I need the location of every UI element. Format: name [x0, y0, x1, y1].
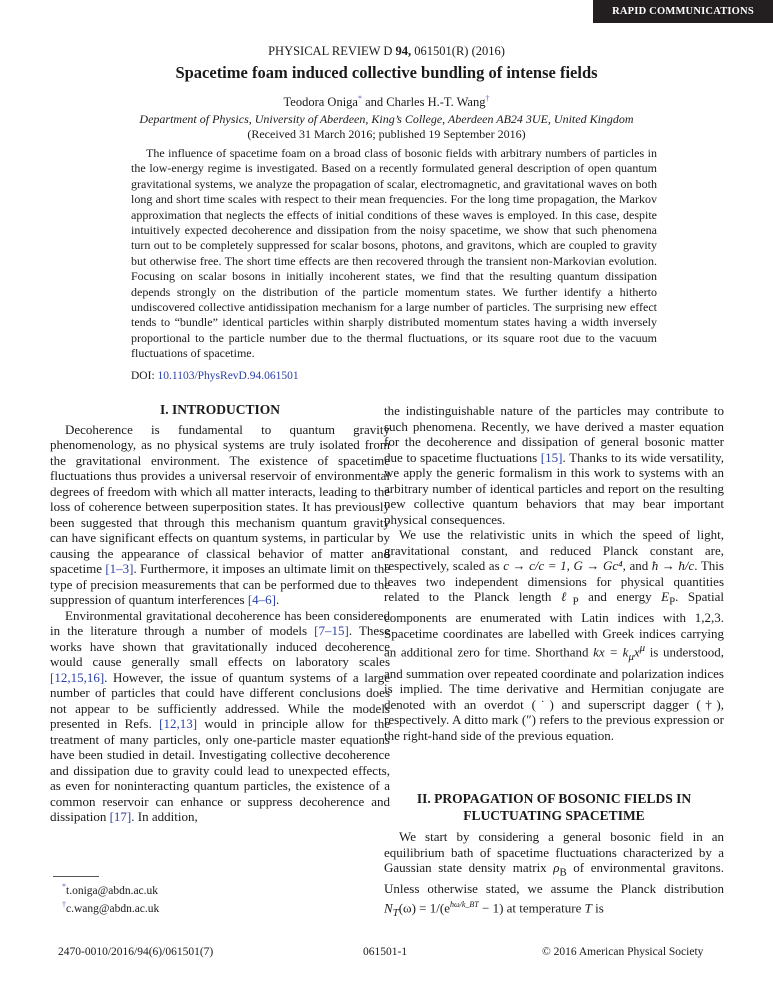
math-symbol: x: [633, 644, 640, 660]
footer-page-number: 061501-1: [363, 946, 408, 958]
math-subscript: μ: [628, 651, 634, 664]
footnote-mark: *: [62, 882, 66, 891]
math-subscript: P: [572, 595, 579, 608]
section-badge: RAPID COMMUNICATIONS: [593, 0, 773, 23]
text: .: [276, 592, 280, 607]
citation-link[interactable]: [12,15,16]: [50, 669, 105, 685]
footnote-mark: †: [62, 900, 66, 910]
math-superscript: μ: [639, 642, 646, 655]
left-column: [50, 402, 390, 825]
footnote-link[interactable]: *: [357, 94, 362, 103]
footnote-divider: [53, 876, 99, 877]
equation: kx = k: [593, 644, 629, 660]
right-column-section-2: [384, 829, 724, 921]
email-link[interactable]: c.wang@abdn.ac.uk: [66, 903, 160, 916]
text: . In addition,: [131, 809, 198, 824]
section-heading: [384, 790, 724, 824]
text: We use the relativistic units in which the speed of light, gravitational constant, and reduced Planck constant are, respectively, scaled as: [384, 527, 724, 573]
equation: − 1): [478, 899, 504, 915]
citation-link[interactable]: [4–6]: [247, 592, 277, 607]
citation-link[interactable]: [7–15]: [314, 623, 349, 638]
author-separator: and: [361, 95, 387, 110]
math-symbol: ρ: [553, 860, 560, 875]
text: would in principle allow for the treatment of many particles, only one-particle master equations have been studied in detail. Investigating collective decoherence and dissipation due to gravity could lead to unexpected effects, as even for noninteracting quantum particles, the existence of a common reservoir can enhance or suppress decoherence and dissipation: [50, 716, 390, 824]
text: Decoherence is fundamental to quantum gravity phenomenology, as no physical systems are truly isolated from the gravitational environment. The existence of spacetime fluctuations thus provides a universal reservoir of environmental degrees of freedom with which all matter interacts, leading to the loss of coherence between superposition states. It has previously been suggested that through this mechanism quantum gravity can have significant effects on quantum systems, in particular by causing the appearance of classical behavior of matter and spacetime: [50, 421, 390, 576]
text: . Furthermore, it imposes an ultimate limit on the type of precision measurements that can be performed due to the suppression of quantum interferences: [50, 561, 390, 607]
doi-label: DOI:: [131, 370, 155, 382]
text: at temperature: [503, 899, 585, 915]
citation-link[interactable]: [15]: [540, 449, 563, 465]
paragraph: [384, 527, 724, 743]
footnotes: [62, 880, 159, 917]
paragraph: [384, 403, 724, 527]
paper-title: Spacetime foam induced collective bundling of intense fields: [175, 63, 598, 82]
math-subscript: P: [669, 595, 676, 608]
heading-line: FLUCTUATING SPACETIME: [463, 808, 645, 823]
heading-line: II. PROPAGATION OF BOSONIC FIELDS IN: [416, 791, 692, 806]
citation-link[interactable]: [12,13]: [159, 716, 198, 731]
math-symbol: ℓ: [560, 589, 573, 604]
text: the indistinguishable nature of the particles may contribute to such phenomena. Recently, we have derived a master equation for the decoherence and dissipation of general bosonic matter due to spacetime fluctuations: [384, 403, 724, 465]
equation: G → Gc⁴,: [573, 558, 626, 573]
doi-link[interactable]: 10.1103/PhysRevD.94.061501: [157, 370, 299, 382]
journal-volume: 94,: [395, 44, 412, 58]
journal-name: PHYSICAL REVIEW D: [268, 44, 396, 58]
publication-dates: (Received 31 March 2016; published 19 September 2016): [247, 127, 526, 141]
author-name: Charles H.-T. Wang: [386, 95, 486, 110]
math-subscript: B: [559, 866, 567, 879]
text: is: [591, 899, 604, 915]
email-link[interactable]: t.oniga@abdn.ac.uk: [66, 884, 159, 897]
paragraph: [50, 422, 390, 608]
math-symbol: N: [384, 899, 393, 915]
journal-reference: [0, 44, 773, 59]
equation: c → c/c = 1,: [503, 558, 570, 573]
footer-issn: 2470-0010/2016/94(6)/061501(7): [58, 946, 214, 958]
footer-copyright: © 2016 American Physical Society: [542, 946, 704, 958]
footnote-item: [62, 880, 159, 898]
text: . Spatial components are enumerated with Latin indices with 1,2,3. Spacetime coordinates are labelled with Greek indices carrying an additional zero for time. Shorthand: [384, 589, 724, 660]
text: of environmental gravitons. Unless otherwise stated, we assume the Planck distribution: [384, 860, 724, 897]
equation: (ω) = 1/(e: [398, 899, 450, 915]
text: and energy: [578, 589, 662, 604]
citation-link[interactable]: [17]: [109, 809, 132, 824]
text: . These works have shown that gravitationally induced decoherence would cause generally small effects on laboratory scales: [50, 623, 390, 669]
right-column: [384, 403, 724, 743]
text: is understood, and summation over repeated coordinate and polarization indices is implied. The time derivative and Hermitian conjugate are denoted with an overdot (˙) and superscript dagger (†), respectively. A ditto mark (″) refers to the previous expression or the right-hand side of the previous equation.: [384, 644, 724, 743]
footnote-item: [62, 898, 159, 916]
author-name: Teodora Oniga: [283, 95, 358, 110]
paragraph: [384, 829, 724, 921]
author-list: [0, 94, 773, 110]
text: . Thanks to its wide versatility, we apply the generic formalism in this work to systems with an arbitrary number of identical particles and report on the resulting new collective quantum behaviors that may bear important physical consequences.: [384, 449, 725, 527]
paragraph: [50, 608, 390, 825]
footnote-link[interactable]: †: [485, 94, 490, 103]
journal-article-id: 061501(R) (2016): [411, 44, 505, 58]
math-superscript: ħω/k_BT: [449, 899, 479, 909]
abstract: The influence of spacetime foam on a broad class of bosonic fields with arbitrary numbers of particles in the low-energy regime is investigated. Based on a recently formulated general description of open quantum gravitational systems, we analyze the propagation of scalar, electromagnetic, and gravitational waves on both long and short time scales with respect to their mean frequencies. For the long time propagation, the Markov approximation that neglects the effects of initial conditions of these waves is employed. In this case, despite intuitively expected decoherence and dissipation from the noisy spacetime, we show that such phenomena turn out to be completely suppressed for scalar bosons, photons, and gravitons, which are coupled to gravity but otherwise free. The short time effects are then recovered through the transient non-Markovian evolution. Focusing on scalar bosons in initially incoherent states, we find that the resulting quantum dissipation depends strongly on the distribution of the particle momentum states. We further identify a hitherto undiscovered collective antidissipation mechanism for a large number of particles. The surprising new effect tends to “bundle” identical particles within sharply distributed momentum states having a width inversely proportional to the particle number due to the thermal fluctuations, or its square root due to the vacuum fluctuations of spacetime.: [131, 146, 657, 361]
text: We start by considering a general bosonic field in an equilibrium bath of spacetime fluctuations characterized by a Gaussian state density matrix: [384, 829, 724, 875]
doi-line: [131, 370, 299, 382]
section-heading: I. INTRODUCTION: [159, 402, 281, 417]
math-symbol: T: [584, 899, 592, 915]
math-subscript: T: [392, 906, 399, 919]
text: . However, the issue of quantum systems of a large number of particles that could have different conclusions does not appear to be sufficiently addressed. While the models presented in Refs.: [50, 669, 390, 731]
affiliation: Department of Physics, University of Aberdeen, King’s College, Aberdeen AB24 3UE, United Kingdom: [139, 112, 634, 126]
text: Environmental gravitational decoherence has been considered in the literature through a number of models: [50, 607, 390, 638]
equation: ħ → ħ/c: [651, 558, 695, 573]
text: . This leaves two independent dimensions for physical quantities related to the Planck length: [384, 558, 724, 604]
math-symbol: E: [661, 589, 670, 604]
text: and: [625, 558, 652, 573]
citation-link[interactable]: [1–3]: [105, 561, 134, 576]
